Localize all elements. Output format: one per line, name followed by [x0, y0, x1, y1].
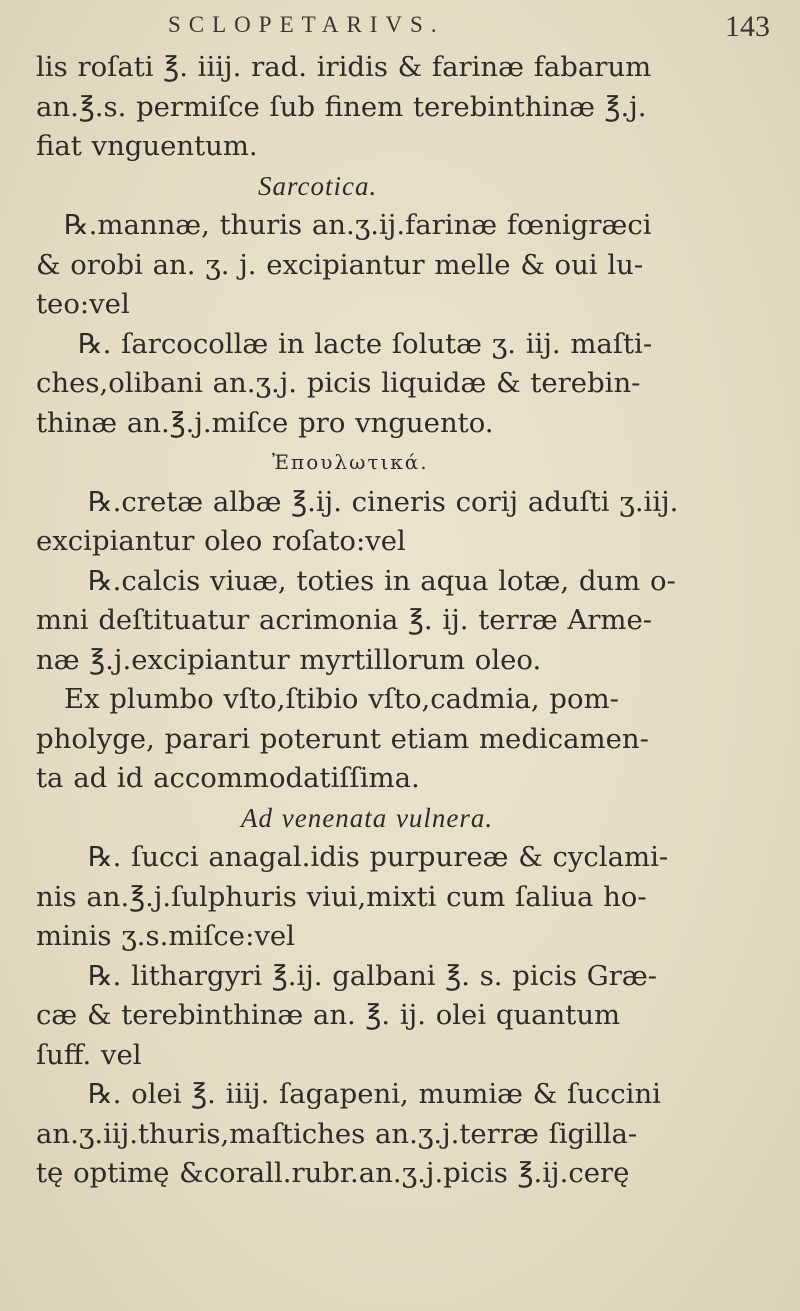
text-line: fiat vnguentum. — [36, 130, 258, 162]
recipe-line: ℞. ſarcocollæ in lacte ſolutæ ʒ. iij. maſti- — [78, 327, 653, 360]
text-line: & orobi an. ʒ. j. excipiantur melle & oui lu- — [36, 248, 644, 281]
text-line: lis roſati ℥. iiij. rad. iridis & farinæ fabarum — [36, 51, 652, 83]
text-line: ta ad id accommodatiſſima. — [36, 762, 420, 794]
recipe-line: ℞.mannæ, thuris an.ʒ.ij.farinæ fœnigræci — [64, 209, 652, 241]
text-line: minis ʒ.s.miſce:vel — [36, 920, 295, 952]
text-line: excipiantur oleo roſato:vel — [36, 525, 406, 557]
text-line: pholyge, parari poterunt etiam medicamen- — [36, 722, 649, 755]
recipe-line: ℞.calcis viuæ, toties in aqua lotæ, dum o- — [88, 564, 676, 597]
page-number: 143 — [725, 10, 770, 43]
text-line: ches,olibani an.ʒ.j. picis liquidæ & terebin- — [36, 367, 641, 399]
recipe-line: ℞. olei ℥. iiij. ſagapeni, mumiæ & ſuccini — [88, 1078, 661, 1110]
text-line: an.ʒ.iij.thuris,maſtiches an.ʒ.j.terræ ſigilla- — [36, 1117, 638, 1150]
text-block — [36, 48, 776, 1194]
section-heading: Sarcotica. — [258, 170, 378, 201]
section-heading-greek: Ἐπουλωτικά. — [272, 450, 429, 474]
paragraph-line: Ex plumbo vſto,ſtibio vſto,cadmia, pom- — [64, 683, 619, 715]
running-head — [168, 8, 770, 48]
text-line: tę optimę &corall.rubr.an.ʒ.j.picis ℥.ij.cerę — [36, 1157, 630, 1189]
text-line: ſuff. vel — [36, 1038, 142, 1071]
text-line: thinæ an.℥.j.miſce pro vnguento. — [36, 406, 494, 439]
text-line: an.℥.s. permiſce ſub finem terebinthinæ ℥.j. — [36, 90, 647, 123]
section-heading: Ad venenata vulnera. — [241, 802, 494, 833]
text-line: cæ & terebinthinæ an. ℥. ij. olei quantum — [36, 999, 621, 1031]
recipe-line: ℞. lithargyri ℥.ij. galbani ℥. s. picis Græ- — [88, 959, 657, 992]
recipe-line: ℞. ſucci anagal.idis purpureæ & cyclami- — [88, 841, 669, 873]
text-line: næ ℥.j.excipiantur myrtillorum oleo. — [36, 643, 542, 676]
text-line: nis an.℥.j.ſulphuris viui,mixti cum ſaliua ho- — [36, 880, 647, 913]
running-title: SCLOPETARIVS. — [168, 12, 445, 37]
recipe-line: ℞.cretæ albæ ℥.ij. cineris corij aduſti ʒ.iij. — [88, 485, 679, 518]
text-line: mni deſtituatur acrimonia ℥. ij. terræ Arme- — [36, 604, 653, 636]
text-line: teo:vel — [36, 288, 130, 320]
